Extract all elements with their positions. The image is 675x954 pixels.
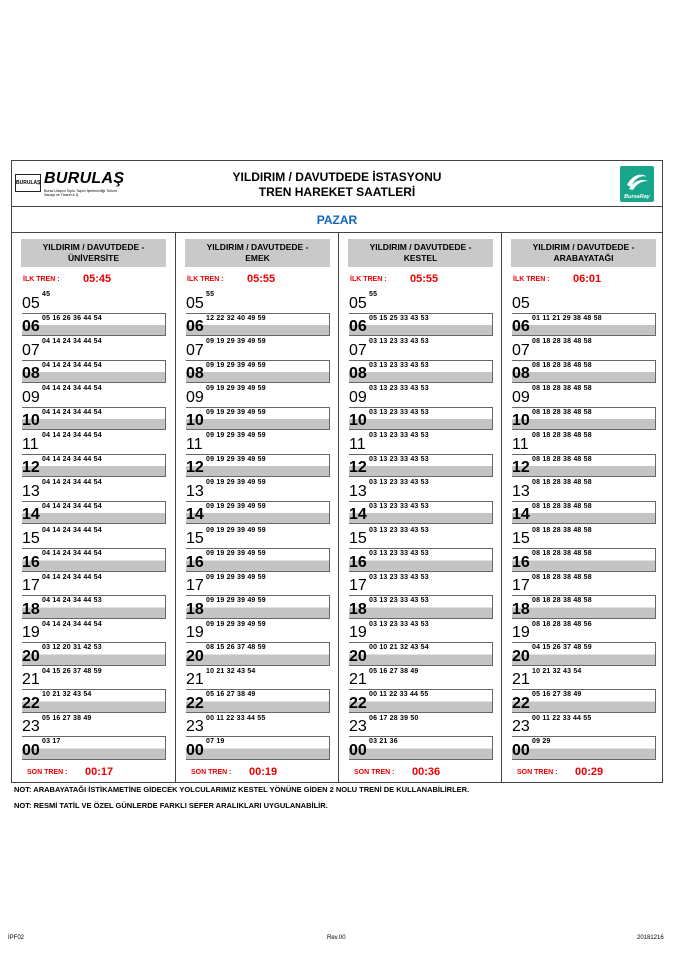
hour-label: 14	[22, 506, 40, 524]
last-train-time: 00:19	[249, 766, 278, 778]
hour-row	[349, 736, 493, 760]
minutes-list: 04 14 24 34 44 54	[42, 620, 102, 628]
minutes-list: 09 19 29 39 49 59	[206, 385, 266, 393]
minutes-list: 09 19 29 39 49 59	[206, 502, 266, 510]
burulas-logo	[15, 169, 123, 199]
minutes-list: 03 13 23 33 43 53	[369, 550, 429, 558]
hour-row	[22, 360, 166, 384]
hour-label: 00	[22, 741, 40, 759]
hour-row	[349, 525, 493, 549]
hour-row	[22, 666, 166, 690]
destination-line-2: KESTEL	[403, 253, 438, 263]
minutes-list: 04 14 24 34 44 54	[42, 338, 102, 346]
hour-row	[186, 383, 330, 407]
destination-header	[348, 239, 493, 267]
hour-label: 05	[186, 294, 204, 312]
hour-label: 17	[186, 577, 204, 595]
hour-label: 10	[22, 412, 40, 430]
hour-label: 00	[186, 741, 204, 759]
hour-row	[512, 454, 656, 478]
minutes-list: 08 18 28 38 48 58	[532, 550, 592, 558]
hour-row	[512, 525, 656, 549]
minutes-list: 03 13 23 33 43 53	[369, 526, 429, 534]
hour-row	[349, 289, 493, 313]
station-title: YILDIRIM / DAVUTDEDE İSTASYONU	[232, 170, 442, 184]
minutes-list: 00 10 21 32 43 54	[369, 644, 429, 652]
hour-label: 13	[22, 482, 40, 500]
hour-label: 18	[512, 600, 530, 618]
hour-label: 12	[512, 459, 530, 477]
hour-row	[186, 360, 330, 384]
minutes-list: 09 19 29 39 49 59	[206, 455, 266, 463]
hour-label: 22	[186, 694, 204, 712]
last-train-time: 00:17	[85, 766, 114, 778]
hour-row	[22, 713, 166, 737]
minutes-list: 05 16 26 36 44 54	[42, 314, 102, 322]
minutes-list: 04 14 24 34 44 54	[42, 479, 102, 487]
minutes-list: 09 19 29 39 49 59	[206, 597, 266, 605]
minutes-list: 04 14 24 34 44 54	[42, 408, 102, 416]
hour-label: 13	[186, 482, 204, 500]
hour-label: 15	[349, 530, 367, 547]
hour-row	[349, 407, 493, 431]
timetable-column	[501, 233, 665, 783]
destination-line-1: YILDIRIM / DAVUTDEDE -	[532, 242, 635, 252]
hour-row	[22, 477, 166, 501]
hour-row	[22, 336, 166, 360]
minutes-list: 04 14 24 34 44 54	[42, 526, 102, 534]
hour-row	[186, 289, 330, 313]
destination-line-2: ÜNİVERSİTE	[67, 253, 119, 263]
hour-label: 07	[512, 341, 530, 359]
hour-row	[512, 736, 656, 760]
hour-row	[22, 642, 166, 666]
minutes-list: 04 15 26 37 48 59	[532, 644, 592, 652]
hour-label: 12	[349, 459, 367, 477]
minutes-list: 05 15 25 33 43 53	[369, 314, 429, 322]
hour-label: 16	[186, 553, 204, 571]
hour-row	[186, 595, 330, 619]
note-2: NOT: RESMİ TATİL VE ÖZEL GÜNLERDE FARKLI SEFER ARALIKLARI UYGULANABİLİR.	[14, 801, 328, 810]
hour-row	[186, 477, 330, 501]
minutes-list: 03 13 23 33 43 53	[369, 385, 429, 393]
hour-label: 08	[22, 365, 40, 383]
minutes-list: 05 16 27 38 49	[42, 714, 92, 722]
hour-label: 07	[349, 341, 367, 359]
hour-label: 19	[186, 624, 204, 642]
hour-label: 00	[512, 741, 530, 759]
hour-label: 23	[186, 718, 204, 736]
minutes-list: 09 19 29 39 49 59	[206, 338, 266, 346]
minutes-list: 10 21 32 43 54	[206, 667, 256, 675]
bursaray-logo	[620, 166, 654, 202]
hour-row	[22, 548, 166, 572]
hour-label: 06	[512, 318, 530, 336]
hour-row	[349, 548, 493, 572]
hour-row	[512, 336, 656, 360]
hour-row	[349, 336, 493, 360]
hour-row	[22, 572, 166, 596]
hour-row	[349, 619, 493, 643]
hour-label: 23	[512, 718, 530, 736]
hour-row	[186, 454, 330, 478]
hour-row	[186, 407, 330, 431]
destination-line-1: YILDIRIM / DAVUTDEDE -	[206, 242, 309, 252]
hour-label: 16	[22, 553, 40, 571]
hour-label: 11	[22, 435, 39, 453]
hour-label: 18	[22, 600, 40, 618]
burulas-logo-box: BURULAŞ	[15, 174, 41, 192]
minutes-list: 09 19 29 39 49 59	[206, 408, 266, 416]
last-train-time: 00:36	[412, 766, 441, 778]
hour-label: 18	[349, 600, 367, 618]
minutes-list: 04 14 24 34 44 54	[42, 455, 102, 463]
last-train-time: 00:29	[575, 766, 604, 778]
minutes-list: 09 29	[532, 738, 551, 746]
first-train-label: İLK TREN :	[187, 276, 224, 283]
hour-label: 20	[349, 647, 367, 665]
destination-line-1: YILDIRIM / DAVUTDEDE -	[42, 242, 145, 252]
minutes-list: 08 18 28 38 48 58	[532, 573, 592, 581]
minutes-list: 09 19 29 39 49 59	[206, 526, 266, 534]
hour-row	[22, 454, 166, 478]
hour-label: 13	[512, 482, 530, 500]
timetable-frame	[11, 160, 663, 783]
hour-row	[186, 642, 330, 666]
minutes-list: 08 18 28 38 48 58	[532, 361, 592, 369]
hour-label: 19	[349, 624, 367, 642]
timetable-header	[12, 161, 662, 207]
hour-label: 09	[349, 388, 367, 406]
hour-label: 15	[22, 530, 40, 547]
hour-row	[22, 407, 166, 431]
first-train-label: İLK TREN :	[513, 276, 550, 283]
hour-label: 20	[512, 647, 530, 665]
hour-label: 14	[349, 506, 367, 524]
hour-row	[186, 430, 330, 454]
destination-line-1: YILDIRIM / DAVUTDEDE -	[369, 242, 472, 252]
minutes-list: 04 14 24 34 44 54	[42, 385, 102, 393]
hour-label: 21	[22, 671, 40, 689]
minutes-list: 08 18 28 38 48 58	[532, 408, 592, 416]
hour-row	[512, 619, 656, 643]
minutes-list: 04 14 24 34 44 54	[42, 432, 102, 440]
minutes-list: 03 13 23 33 43 53	[369, 479, 429, 487]
minutes-list: 03 13 23 33 43 53	[369, 408, 429, 416]
first-train-label: İLK TREN :	[23, 276, 60, 283]
hour-label: 11	[512, 435, 529, 453]
minutes-list: 09 19 29 39 49 59	[206, 550, 266, 558]
minutes-list: 03 13 23 33 43 53	[369, 432, 429, 440]
hour-row	[349, 360, 493, 384]
destination-header	[21, 239, 166, 267]
hour-label: 19	[512, 624, 530, 642]
timetable-column	[12, 233, 175, 783]
destination-header	[185, 239, 330, 267]
hour-label: 10	[349, 412, 367, 430]
hour-label: 08	[349, 365, 367, 383]
hour-row	[512, 383, 656, 407]
first-train-label: İLK TREN :	[350, 276, 387, 283]
minutes-list: 08 15 26 37 48 59	[206, 644, 266, 652]
hour-row	[512, 666, 656, 690]
hour-label: 22	[512, 694, 530, 712]
hour-label: 00	[349, 741, 367, 759]
hour-label: 12	[22, 459, 40, 477]
hour-row	[349, 477, 493, 501]
hour-label: 10	[512, 412, 530, 430]
burulas-logo-subtitle: Bursa Ulaşım Toplu Taşım İşletmeciliği Turizm Sanayi ve Ticaret A.Ş.	[44, 189, 117, 197]
hour-label: 09	[186, 388, 204, 406]
hour-row	[186, 736, 330, 760]
hour-row	[512, 313, 656, 337]
minutes-list: 04 15 26 37 48 59	[42, 667, 102, 675]
first-train-time: 05:45	[83, 273, 112, 285]
minutes-list: 08 18 28 38 48 58	[532, 502, 592, 510]
first-train-time: 05:55	[247, 273, 276, 285]
hour-label: 12	[186, 459, 204, 477]
hour-row	[349, 430, 493, 454]
footer-date: 20181216	[637, 935, 664, 941]
first-train-time: 05:55	[410, 273, 439, 285]
hour-label: 15	[512, 530, 530, 547]
hour-label: 19	[22, 624, 40, 642]
day-label: PAZAR	[12, 207, 662, 233]
hour-label: 08	[186, 365, 204, 383]
hour-row	[22, 619, 166, 643]
minutes-list: 04 14 24 34 44 54	[42, 550, 102, 558]
hour-row	[512, 548, 656, 572]
hour-row	[22, 501, 166, 525]
hour-row	[512, 289, 656, 313]
hour-label: 06	[349, 318, 367, 336]
hour-row	[512, 360, 656, 384]
hour-label: 14	[186, 506, 204, 524]
hour-label: 23	[22, 718, 40, 736]
minutes-list: 08 18 28 38 48 58	[532, 455, 592, 463]
minutes-list: 09 19 29 39 49 59	[206, 432, 266, 440]
hour-row	[349, 689, 493, 713]
minutes-list: 45	[42, 291, 51, 298]
hour-row	[349, 666, 493, 690]
hour-label: 16	[512, 553, 530, 571]
hour-label: 21	[186, 671, 204, 689]
hour-row	[186, 666, 330, 690]
timetable-column	[175, 233, 339, 783]
hour-label: 16	[349, 553, 367, 571]
hour-row	[22, 689, 166, 713]
hour-label: 07	[22, 341, 40, 359]
minutes-list: 03 12 20 31 42 53	[42, 644, 102, 652]
bursaray-logo-icon	[623, 169, 651, 193]
hour-label: 17	[349, 577, 367, 595]
minutes-list: 03 13 23 33 43 53	[369, 361, 429, 369]
hour-label: 05	[22, 294, 40, 312]
hour-label: 05	[349, 294, 367, 312]
hour-label: 09	[22, 388, 40, 406]
hour-label: 11	[186, 435, 203, 453]
minutes-list: 08 18 28 38 48 58	[532, 479, 592, 487]
hour-label: 23	[349, 718, 367, 736]
hour-row	[186, 689, 330, 713]
minutes-list: 09 19 29 39 49 59	[206, 620, 266, 628]
hour-label: 08	[512, 365, 530, 383]
hour-row	[512, 595, 656, 619]
hour-row	[349, 454, 493, 478]
footer-revision: Rev.00	[327, 935, 346, 941]
minutes-list: 04 14 24 34 44 54	[42, 573, 102, 581]
minutes-list: 08 18 28 38 48 58	[532, 597, 592, 605]
hour-label: 09	[512, 388, 530, 406]
hour-row	[186, 572, 330, 596]
hour-row	[22, 430, 166, 454]
hour-label: 06	[186, 318, 204, 336]
hour-row	[186, 313, 330, 337]
hour-label: 21	[512, 671, 530, 689]
minutes-list: 09 19 29 39 49 59	[206, 361, 266, 369]
hour-row	[349, 713, 493, 737]
hour-row	[512, 501, 656, 525]
minutes-list: 10 21 32 43 54	[532, 667, 582, 675]
minutes-list: 09 19 29 39 49 59	[206, 479, 266, 487]
hour-row	[512, 642, 656, 666]
bursaray-logo-text: BursaRay	[624, 194, 650, 200]
hour-row	[186, 501, 330, 525]
hour-row	[512, 430, 656, 454]
hour-row	[22, 525, 166, 549]
hour-label: 21	[349, 671, 367, 689]
last-train-label: SON TREN :	[27, 769, 68, 776]
hour-row	[186, 525, 330, 549]
minutes-list: 08 18 28 38 48 58	[532, 526, 592, 534]
hour-row	[22, 383, 166, 407]
minutes-list: 00 11 22 33 44 55	[206, 714, 266, 722]
destination-line-2: EMEK	[245, 253, 270, 263]
hour-row	[512, 713, 656, 737]
hour-row	[349, 501, 493, 525]
hour-label: 11	[349, 435, 366, 453]
last-train-label: SON TREN :	[191, 769, 232, 776]
minutes-list: 03 13 23 33 43 53	[369, 620, 429, 628]
minutes-list: 09 19 29 39 49 59	[206, 573, 266, 581]
minutes-list: 03 13 23 33 43 53	[369, 597, 429, 605]
hour-label: 05	[512, 294, 530, 312]
hour-row	[349, 383, 493, 407]
minutes-list: 08 18 28 38 48 58	[532, 338, 592, 346]
destination-line-2: ARABAYATAĞI	[553, 253, 614, 263]
last-train-label: SON TREN :	[354, 769, 395, 776]
hour-row	[22, 595, 166, 619]
hour-label: 06	[22, 318, 40, 336]
hour-label: 20	[186, 647, 204, 665]
minutes-list: 08 18 28 38 48 56	[532, 620, 592, 628]
minutes-list: 08 18 28 38 48 58	[532, 385, 592, 393]
minutes-list: 01 11 21 29 38 48 58	[532, 314, 602, 322]
hour-label: 14	[512, 506, 530, 524]
hour-label: 22	[349, 694, 367, 712]
hour-row	[186, 548, 330, 572]
minutes-list: 08 18 28 38 48 58	[532, 432, 592, 440]
minutes-list: 07 19	[206, 738, 225, 746]
minutes-list: 04 14 24 34 44 54	[42, 361, 102, 369]
hour-row	[512, 572, 656, 596]
hour-row	[349, 595, 493, 619]
footer-doc-code: İPF02	[8, 935, 25, 941]
hour-label: 13	[349, 482, 367, 500]
schedule-title: TREN HAREKET SAATLERİ	[258, 185, 416, 199]
hour-label: 17	[22, 577, 40, 595]
hour-row	[349, 572, 493, 596]
hour-label: 18	[186, 600, 204, 618]
minutes-list: 05 16 27 38 49	[369, 667, 419, 675]
minutes-list: 04 14 24 34 44 53	[42, 597, 102, 605]
minutes-list: 03 13 23 33 43 53	[369, 573, 429, 581]
hour-label: 22	[22, 694, 40, 712]
hour-label: 17	[512, 577, 530, 595]
hour-row	[22, 736, 166, 760]
minutes-list: 06 17 28 39 50	[369, 714, 419, 722]
hour-row	[186, 336, 330, 360]
hour-row	[186, 619, 330, 643]
hour-row	[349, 313, 493, 337]
minutes-list: 12 22 32 40 49 59	[206, 314, 266, 322]
minutes-list: 00 11 22 33 44 55	[369, 691, 429, 699]
hour-label: 07	[186, 341, 204, 359]
hour-row	[512, 477, 656, 501]
burulas-logo-name: BURULAŞ	[44, 170, 125, 187]
minutes-list: 55	[206, 291, 215, 298]
note-1: NOT: ARABAYATAĞI İSTİKAMETİNE GİDECEK YOLCULARIMIZ KESTEL YÖNÜNE GİDEN 2 NOLU TRENİ DE KULLANABİLİRLER.	[14, 785, 470, 794]
hour-row	[349, 642, 493, 666]
hour-row	[512, 689, 656, 713]
first-train-time: 06:01	[573, 273, 602, 285]
hour-row	[186, 713, 330, 737]
minutes-list: 04 14 24 34 44 54	[42, 502, 102, 510]
minutes-list: 03 21 36	[369, 738, 398, 746]
minutes-list: 03 17	[42, 738, 61, 746]
minutes-list: 00 11 22 33 44 55	[532, 714, 592, 722]
minutes-list: 03 13 23 33 43 53	[369, 502, 429, 510]
destination-header	[511, 239, 656, 267]
minutes-list: 05 16 27 38 49	[206, 691, 256, 699]
hour-label: 20	[22, 647, 40, 665]
minutes-list: 55	[369, 291, 378, 298]
hour-row	[512, 407, 656, 431]
hour-row	[22, 289, 166, 313]
minutes-list: 10 21 32 43 54	[42, 691, 92, 699]
minutes-list: 03 13 23 33 43 53	[369, 455, 429, 463]
hour-label: 15	[186, 530, 204, 547]
minutes-list: 05 16 27 38 49	[532, 691, 582, 699]
hour-row	[22, 313, 166, 337]
minutes-list: 03 13 23 33 43 53	[369, 338, 429, 346]
last-train-label: SON TREN :	[517, 769, 558, 776]
timetable-column	[338, 233, 502, 783]
hour-label: 10	[186, 412, 204, 430]
